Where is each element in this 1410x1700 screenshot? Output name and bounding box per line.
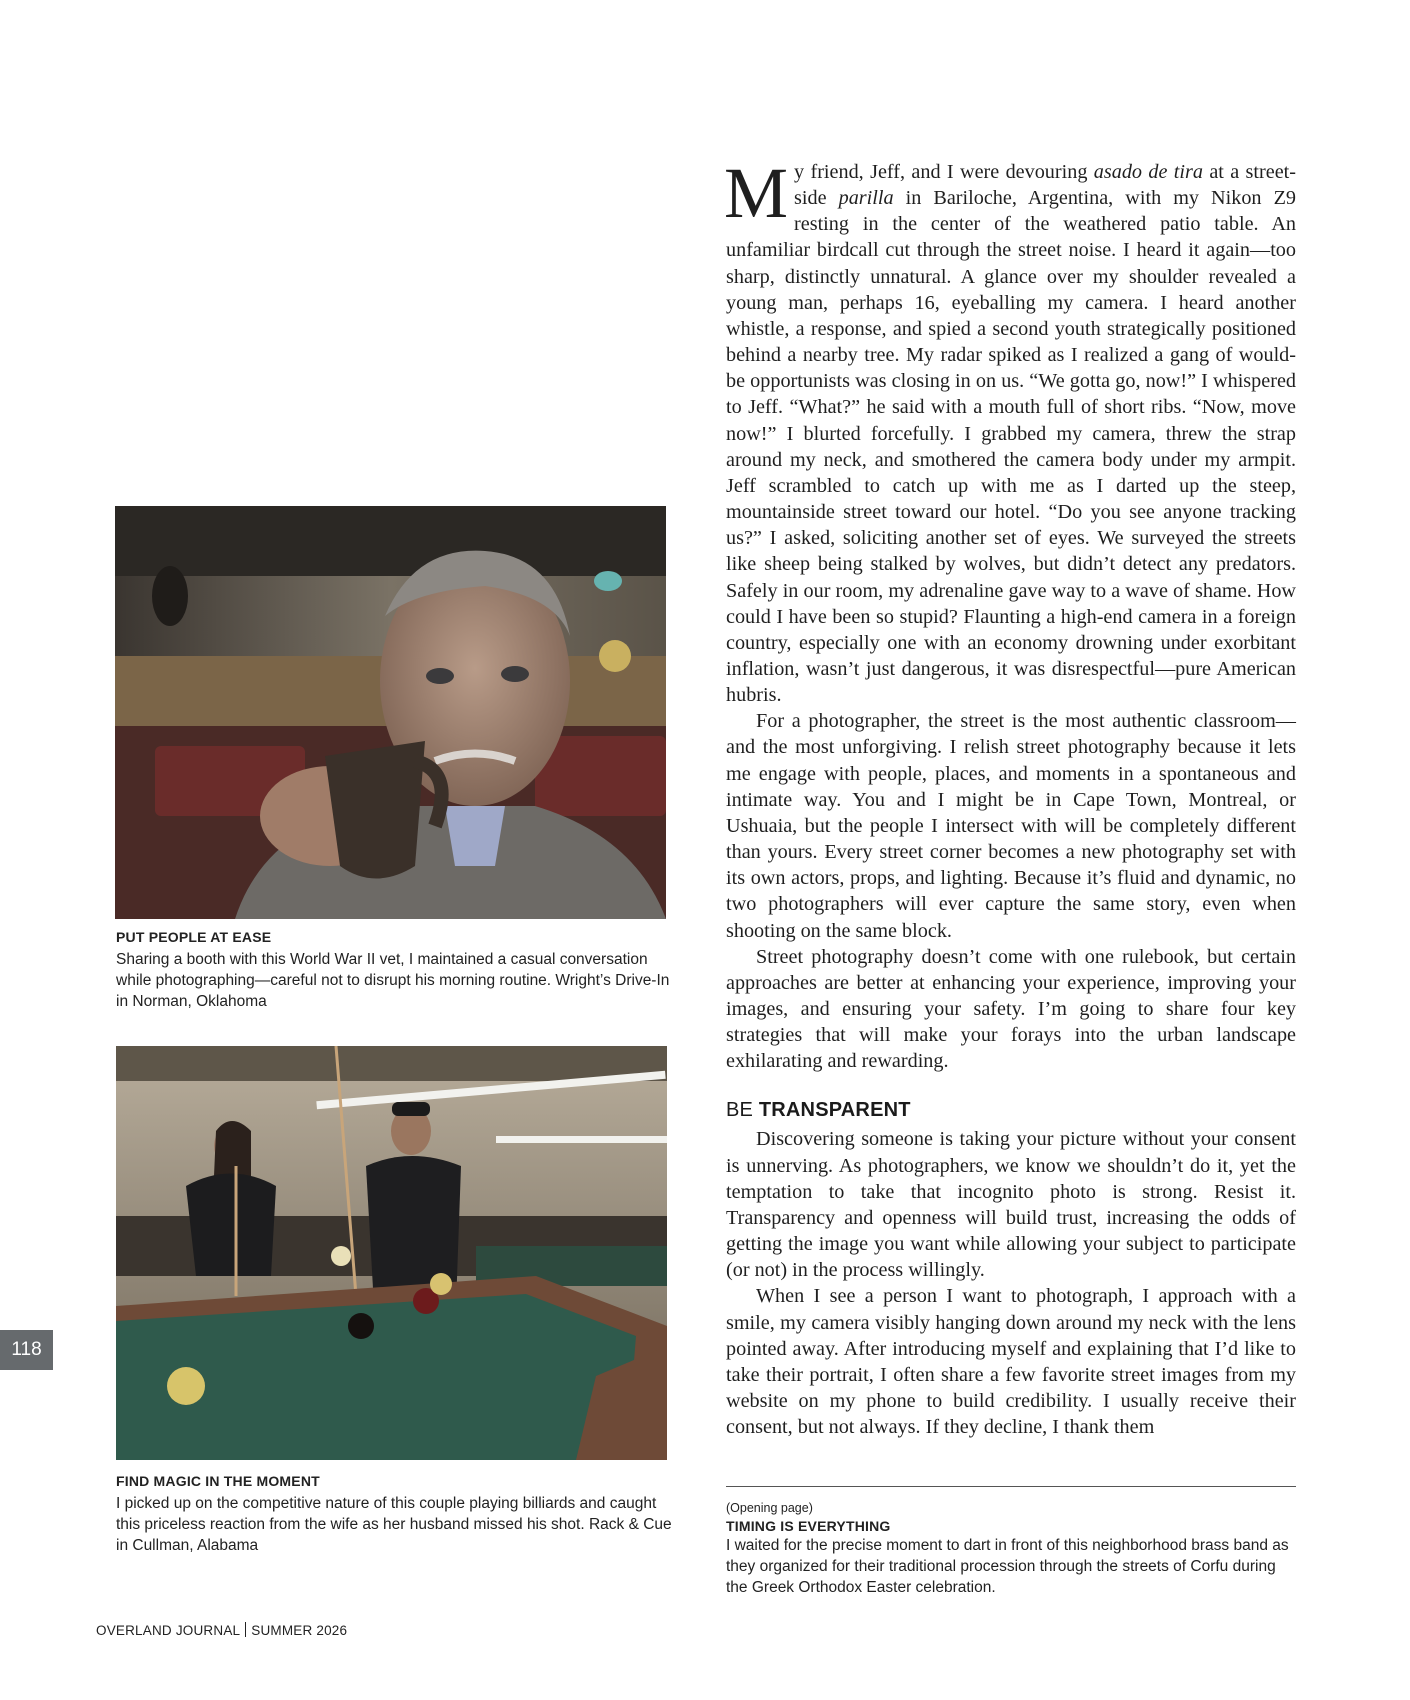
footer-publication: OVERLAND JOURNAL	[96, 1623, 241, 1638]
opening-caption-body: I waited for the precise moment to dart in front of this neighborhood brass band as they organized for their traditional procession through the streets of Corfu during the Greek Orthodox Easter celebration.	[726, 1537, 1289, 1596]
drop-cap: M	[724, 153, 789, 233]
photo2-caption	[116, 1471, 676, 1556]
opening-page-caption	[726, 1500, 1301, 1598]
page-number: 118	[0, 1330, 53, 1370]
photo1-caption-body: Sharing a booth with this World War II vet, I maintained a casual conversation while photographing—careful not to disrupt his morning routine. Wright’s Drive-In in Norman, Oklahoma	[116, 951, 670, 1010]
paragraph-1-italic-1: asado de tira	[1093, 161, 1203, 183]
photo2-caption-title: FIND MAGIC IN THE MOMENT	[116, 1473, 320, 1489]
paragraph-2: For a photographer, the street is the most authentic classroom—and the most unforgiving. I relish street photography because it lets me engage with people, places, and moments in a spontaneous and intimate way. You and I might be in Cape Town, Montreal, or Ushuaia, but the people I intersect with will be completely different than yours. Every street corner becomes a new photography set with its own actors, props, and lighting. Because it’s fluid and dynamic, no two photographers will ever capture the same story, even when shooting on the same block.	[726, 710, 1296, 942]
photo-veteran-image	[115, 506, 666, 919]
opening-caption-label: (Opening page)	[726, 1501, 813, 1515]
paragraph-1	[724, 153, 1296, 708]
paragraph-1-text-b: at a street-side	[794, 161, 1296, 210]
section-heading	[726, 1097, 1296, 1123]
paragraph-4: Discovering someone is taking your picture without your consent is unnerving. As photographers, we know we shouldn’t do it, yet the temptation to take that incognito photo is strong. Resist it. Transparency and openness will build trust, increasing the odds of getting the image you want while allowing your subject to participate (or not) in the process willingly.	[726, 1128, 1296, 1282]
paragraph-1-italic-2: parilla	[838, 187, 894, 210]
photo-veteran-drinking-coffee	[115, 506, 666, 919]
photo1-caption	[116, 927, 676, 1012]
section-heading-strong: TRANSPARENT	[758, 1099, 911, 1122]
paragraph-3: Street photography doesn’t come with one rulebook, but certain approaches are better at enhancing your experience, improving your images, and ensuring your safety. I’m going to share four key strategies that will make your forays into the urban landscape exhilarating and rewarding.	[726, 945, 1296, 1073]
paragraph-1-text-a: y friend, Jeff, and I were devouring	[794, 161, 1094, 183]
paragraph-5: When I see a person I want to photograph, I approach with a smile, my camera visibly hanging down around my neck with the lens pointed away. After introducing myself and explaining that I’d like to take their portrait, I often share a few favorite street images from my website on my phone to build credibility. I usually receive their consent, but not always. If they decline, I thank them	[726, 1285, 1296, 1439]
article-body	[724, 153, 1296, 1440]
photo1-caption-title: PUT PEOPLE AT EASE	[116, 929, 272, 945]
opening-caption-title: TIMING IS EVERYTHING	[726, 1518, 891, 1534]
photo-billiards-image	[116, 1046, 667, 1460]
photo-billiards-couple	[116, 1046, 667, 1460]
photo2-caption-body: I picked up on the competitive nature of this couple playing billiards and caught this priceless reaction from the wife as her husband missed his shot. Rack & Cue in Cullman, Alabama	[116, 1495, 672, 1554]
caption-divider	[726, 1486, 1296, 1487]
paragraph-1-text-c: in Bariloche, Argentina, with my Nikon Z9 resting in the center of the weathered patio table. An unfamiliar birdcall cut through the street noise. I heard it again—too sharp, distinctly unnatural. A glance over my shoulder revealed a young man, perhaps 16, eyeballing my camera. I heard another whistle, a response, and spied a second youth strategically positioned behind a nearby tree. My radar spiked as I realized a gang of would-be opportunists was closing in on us. “We gotta go, now!” I whispered to Jeff. “What?” he said with a mouth full of short ribs. “Now, move now!” I blurted forcefully. I grabbed my camera, threw the strap around my neck, and smothered the camera body under my armpit. Jeff scrambled to catch up with me as I darted up the steep, mountainside street toward our hotel. “Do you see anyone tracking us?” I asked, soliciting another set of eyes. We surveyed the streets like sheep being stalked by wolves, but didn’t detect any predators. Safely in our room, my adrenaline gave way to a wave of shame. How could I have been so stupid? Flaunting a high-end camera in a foreign country, especially one with an economy drowning under exorbitant inflation, wasn’t just dangerous, it was disrespectful—pure American hubris.	[726, 187, 1296, 707]
footer-divider	[245, 1622, 246, 1637]
footer	[96, 1622, 347, 1638]
footer-issue: SUMMER 2026	[251, 1623, 348, 1638]
section-heading-prefix: BE	[726, 1099, 759, 1122]
